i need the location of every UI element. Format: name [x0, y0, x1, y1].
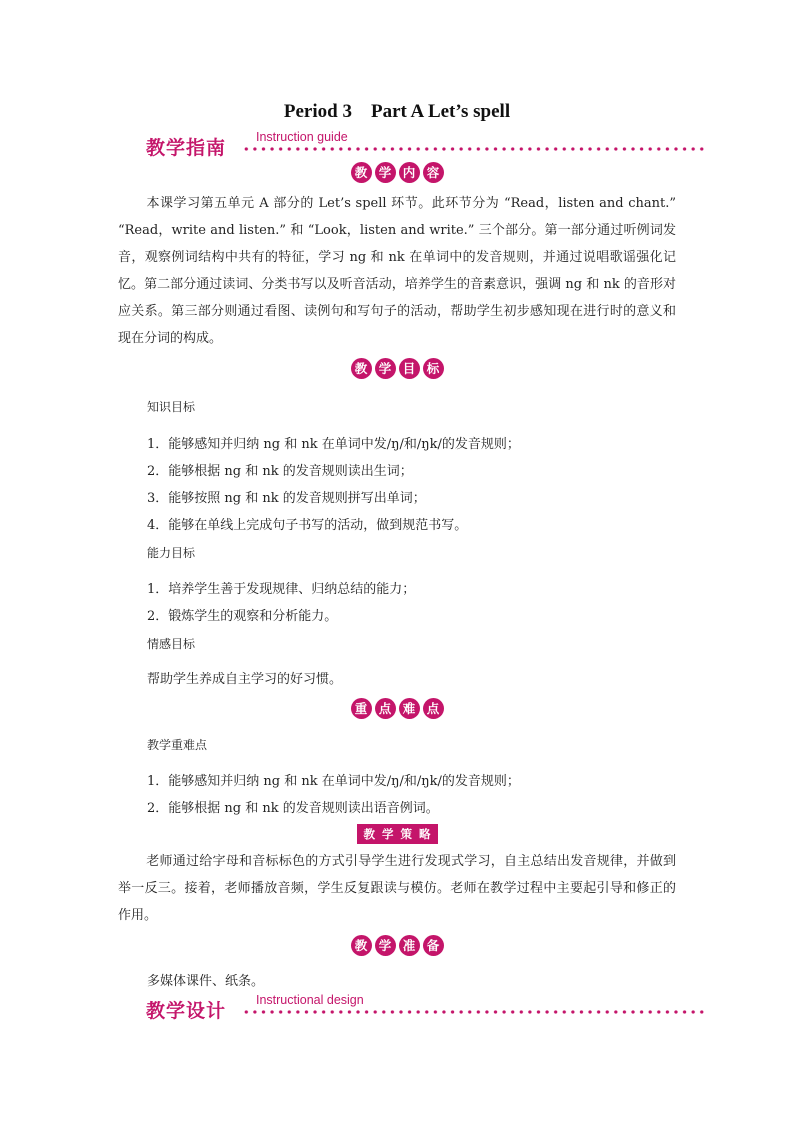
- strategy-paragraph: [118, 848, 676, 929]
- badge-char: 学: [375, 358, 396, 379]
- badge-teaching-preparation: [0, 935, 794, 957]
- dotted-rule: [242, 147, 706, 151]
- badge-char: 内: [399, 162, 420, 183]
- content-paragraph-text: 本课学习第五单元 A 部分的 Let’s spell 环节。此环节分为 “Read，listen and chant.” “Read，write and listen.” 和 “Look，listen and write.” 三个部分。第一部分通过听例词发音，观察例词结构中共有的特征，学习 ng 和 nk 在单词中的发音规则，并通过说唱歌谣强化记忆。第二部分通过读词、分类书写以及听音活动，培养学生的音素意识，强调 ng 和 nk 的音形对应关系。第三部分则通过看图、读例句和写句子的活动，帮助学生初步感知现在进行时的意义和现在分词的构成。: [118, 196, 676, 346]
- instruction-guide-header: [146, 130, 706, 159]
- badge-char: 容: [423, 162, 444, 183]
- badge-char: 重: [351, 698, 372, 719]
- list-item: 2．能够根据 ng 和 nk 的发音规则读出语音例词。: [147, 801, 439, 816]
- badge-char: 学: [375, 935, 396, 956]
- list-item: 2．锻炼学生的观察和分析能力。: [147, 609, 338, 624]
- list-item: 1．培养学生善于发现规律、归纳总结的能力；: [147, 582, 416, 597]
- instructional-design-cn: 教学设计: [146, 1000, 227, 1022]
- badge-char: 准: [399, 935, 420, 956]
- content-paragraph: [118, 190, 676, 352]
- badge-char: 策: [400, 827, 412, 841]
- instructional-design-en: Instructional design: [256, 993, 364, 1007]
- key-difficulty-heading: 教学重难点: [147, 738, 208, 752]
- instructional-design-header: [146, 993, 706, 1022]
- dotted-rule: [242, 1010, 706, 1014]
- badge-char: 教: [363, 827, 375, 841]
- knowledge-goals-heading: 知识目标: [147, 400, 196, 414]
- badge-char: 备: [423, 935, 444, 956]
- badge-char: 教: [351, 935, 372, 956]
- badge-teaching-strategy: [0, 823, 794, 845]
- badge-char: 学: [375, 162, 396, 183]
- page-title: Period 3 Part A Let’s spell: [283, 101, 511, 122]
- preparation-text: 多媒体课件、纸条。: [147, 974, 265, 989]
- badge-char: 略: [419, 827, 431, 841]
- strategy-paragraph-text: 老师通过给字母和音标标色的方式引导学生进行发现式学习，自主总结出发音规律，并做到举一反三。接着，老师播放音频，学生反复跟读与模仿。老师在教学过程中主要起引导和修正的作用。: [118, 854, 676, 923]
- badge-char: 难: [399, 698, 420, 719]
- instruction-guide-cn: 教学指南: [146, 137, 227, 159]
- list-item: 2．能够根据 ng 和 nk 的发音规则读出生词；: [147, 464, 413, 479]
- list-item: 3．能够按照 ng 和 nk 的发音规则拼写出单词；: [147, 491, 426, 506]
- badge-char: 教: [351, 162, 372, 183]
- list-item: 1．能够感知并归纳 ng 和 nk 在单词中发/ŋ/和/ŋk/的发音规则；: [147, 774, 520, 789]
- badge-char: 标: [423, 358, 444, 379]
- badge-key-points: [0, 698, 794, 720]
- emotion-goals-heading: 情感目标: [147, 637, 196, 651]
- ability-goals-heading: 能力目标: [147, 546, 196, 560]
- list-item: 1．能够感知并归纳 ng 和 nk 在单词中发/ŋ/和/ŋk/的发音规则；: [147, 437, 520, 452]
- instruction-guide-en: Instruction guide: [256, 130, 348, 144]
- badge-teaching-content: [0, 162, 794, 184]
- emotion-goals-text: 帮助学生养成自主学习的好习惯。: [147, 672, 343, 687]
- badge-char: 点: [375, 698, 396, 719]
- badge-char: 点: [423, 698, 444, 719]
- badge-teaching-goals: [0, 358, 794, 380]
- badge-char: 教: [351, 358, 372, 379]
- list-item: 4．能够在单线上完成句子书写的活动，做到规范书写。: [147, 518, 468, 533]
- badge-char: 目: [399, 358, 420, 379]
- badge-char: 学: [382, 827, 394, 841]
